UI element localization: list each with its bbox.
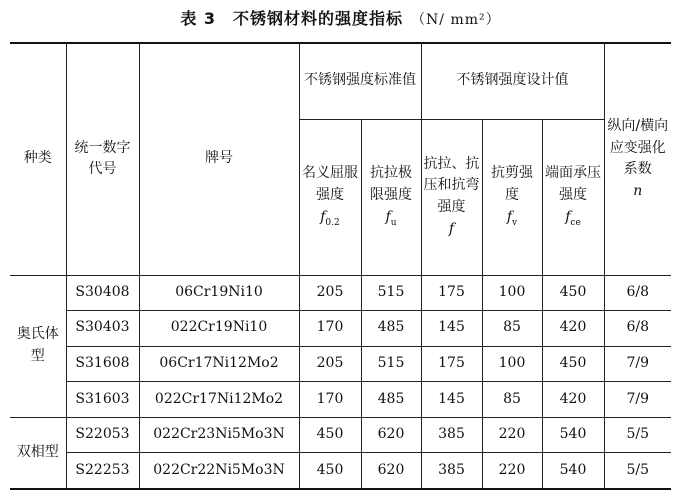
table-row bbox=[10, 275, 671, 311]
header-fv-label: 抗剪强度 bbox=[491, 165, 533, 204]
cell-grade: 06Cr17Ni12Mo2 bbox=[139, 346, 299, 382]
cell-code: S31608 bbox=[66, 346, 139, 382]
cell-fce: 420 bbox=[542, 382, 604, 418]
table-row bbox=[10, 453, 671, 489]
cell-fu: 620 bbox=[361, 417, 421, 453]
cell-grade: 022Cr23Ni5Mo3N bbox=[139, 417, 299, 453]
header-fv bbox=[482, 119, 542, 275]
cell-fu: 485 bbox=[361, 382, 421, 418]
strength-table bbox=[10, 42, 671, 490]
table-row bbox=[10, 417, 671, 453]
cell-f02: 205 bbox=[299, 346, 361, 382]
cell-fv: 100 bbox=[482, 275, 542, 311]
table-title-unit: （N/ mm²） bbox=[411, 12, 501, 28]
header-fce bbox=[542, 119, 604, 275]
cell-n: 7/9 bbox=[604, 382, 671, 418]
cell-f02: 450 bbox=[299, 417, 361, 453]
header-fce-symbol: $f_{ce}$ bbox=[565, 208, 581, 228]
category-duplex: 双相型 bbox=[10, 417, 66, 489]
cell-f: 385 bbox=[421, 453, 482, 489]
cell-n: 6/8 bbox=[604, 275, 671, 311]
header-fce-label: 端面承压强度 bbox=[545, 165, 601, 204]
cell-f: 145 bbox=[421, 382, 482, 418]
header-fu-label: 抗拉极限强度 bbox=[370, 165, 412, 204]
header-f bbox=[421, 119, 482, 275]
cell-fu: 620 bbox=[361, 453, 421, 489]
cell-code: S30403 bbox=[66, 311, 139, 347]
cell-code: S31603 bbox=[66, 382, 139, 418]
cell-n: 5/5 bbox=[604, 417, 671, 453]
header-ratio bbox=[604, 43, 671, 275]
table-row bbox=[10, 311, 671, 347]
cell-f02: 170 bbox=[299, 382, 361, 418]
table-row bbox=[10, 346, 671, 382]
header-f02 bbox=[299, 119, 361, 275]
table-row bbox=[10, 382, 671, 418]
header-grade: 牌号 bbox=[139, 43, 299, 275]
cell-fce: 420 bbox=[542, 311, 604, 347]
header-ratio-symbol: n bbox=[633, 182, 643, 199]
cell-f: 385 bbox=[421, 417, 482, 453]
cell-f02: 170 bbox=[299, 311, 361, 347]
cell-grade: 022Cr17Ni12Mo2 bbox=[139, 382, 299, 418]
header-standard-group: 不锈钢强度标准值 bbox=[299, 43, 421, 119]
cell-fce: 450 bbox=[542, 275, 604, 311]
header-fv-symbol: $f_v$ bbox=[506, 208, 518, 228]
cell-n: 6/8 bbox=[604, 311, 671, 347]
header-f02-symbol: $f_{0.2}$ bbox=[320, 208, 340, 228]
table-title bbox=[0, 6, 681, 29]
category-austenitic: 奥氏体型 bbox=[10, 275, 66, 417]
cell-f02: 205 bbox=[299, 275, 361, 311]
cell-n: 5/5 bbox=[604, 453, 671, 489]
cell-grade: 022Cr19Ni10 bbox=[139, 311, 299, 347]
cell-code: S22053 bbox=[66, 417, 139, 453]
cell-f: 175 bbox=[421, 346, 482, 382]
cell-f: 175 bbox=[421, 275, 482, 311]
cell-fu: 485 bbox=[361, 311, 421, 347]
header-f-label: 抗拉、抗压和抗弯强度 bbox=[423, 155, 480, 215]
cell-fu: 515 bbox=[361, 275, 421, 311]
header-ratio-label: 纵向/横向应变强化系数 bbox=[607, 117, 669, 178]
header-code: 统一数字代号 bbox=[66, 43, 139, 275]
table-title-text: 表 3 不锈钢材料的强度指标 bbox=[180, 9, 404, 28]
cell-fv: 85 bbox=[482, 382, 542, 418]
cell-fv: 220 bbox=[482, 417, 542, 453]
header-fu bbox=[361, 119, 421, 275]
cell-f: 145 bbox=[421, 311, 482, 347]
cell-fu: 515 bbox=[361, 346, 421, 382]
header-f-symbol: f bbox=[448, 220, 455, 237]
cell-grade: 06Cr19Ni10 bbox=[139, 275, 299, 311]
cell-grade: 022Cr22Ni5Mo3N bbox=[139, 453, 299, 489]
header-category: 种类 bbox=[10, 43, 66, 275]
cell-fv: 220 bbox=[482, 453, 542, 489]
cell-fv: 85 bbox=[482, 311, 542, 347]
header-fu-symbol: $f_u$ bbox=[385, 208, 397, 228]
cell-f02: 450 bbox=[299, 453, 361, 489]
cell-fv: 100 bbox=[482, 346, 542, 382]
cell-n: 7/9 bbox=[604, 346, 671, 382]
header-f02-label: 名义屈服强度 bbox=[302, 165, 358, 204]
header-design-group: 不锈钢强度设计值 bbox=[421, 43, 604, 119]
cell-code: S30408 bbox=[66, 275, 139, 311]
cell-fce: 450 bbox=[542, 346, 604, 382]
cell-fce: 540 bbox=[542, 453, 604, 489]
cell-code: S22253 bbox=[66, 453, 139, 489]
cell-fce: 540 bbox=[542, 417, 604, 453]
